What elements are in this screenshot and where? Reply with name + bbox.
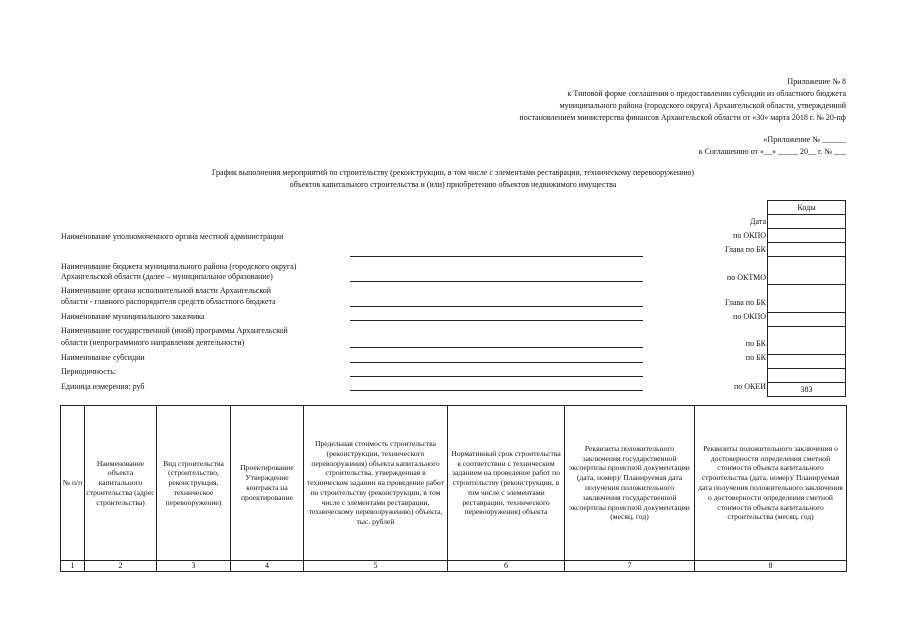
code-glava-2 [768,285,846,313]
budget-name-line-2[interactable] [350,281,643,282]
label-bk-2: по БК [745,353,766,362]
subsidy-line[interactable] [350,362,643,363]
label-bk: по БК [745,339,766,348]
field-subsidy: Наименование субсидии [61,353,145,362]
column-number: 8 [695,561,847,572]
field-authorized-body: Наименование уполномоченного органа местной администрации [61,232,284,241]
agreement-line-2: к Соглашению от «__» _____ 20__ г. № ___ [698,147,846,156]
field-budget-name-1: Наименование бюджета муниципального района (городского округа) [61,262,297,271]
periodicity-line[interactable] [350,376,643,377]
header-max-cost: Предельная стоимость строительства (реконструкции, технического перевооружения) объекта капитального строительства, утвержденная в техническом задании на проведение работ по строительству (реконструкции, в том числе с элементами реставрации, техническому перевооружению) объекта, тыс. рублей [304,406,448,561]
label-okpo: по ОКПО [733,231,766,240]
code-bk [768,327,846,355]
code-okpo-2 [768,313,846,327]
budget-name-line[interactable] [350,256,643,257]
code-oktmo [768,257,846,285]
header-cost-reliability: Реквизиты положительного заключения о достоверности определения сметной стоимости объекта капитального строительства (дата, номер)/ Планируемая дата получения положительного заключения о достоверности определения сметной стоимости объекта капитального строительства (месяц, год) [695,406,847,561]
code-date [768,215,846,229]
label-date: Дата [750,217,766,226]
column-number: 7 [565,561,695,572]
appendix-line-2: муниципального района (городского округа) Архангельской области, утвержденной [559,101,846,110]
code-glava [768,243,846,257]
codes-header: Коды [768,201,846,215]
code-bk-2 [768,355,846,369]
code-periodicity [768,369,846,383]
schedule-heading-line-1: График выполнения мероприятий по строительству (реконструкции, в том числе с элементами реставрации, техническому перевооружению) [211,168,695,177]
field-unit: Единица измерения: руб [61,382,145,391]
code-okei: 383 [768,383,846,397]
field-program-2: области (непрограммного направления деятельности) [61,338,245,347]
schedule-heading-line-2: объектов капитального строительства и (или) приобретению объектов недвижимого имущества [289,180,617,189]
header-construction-type: Вид строительства (строительство, реконструкция, техническое перевооружение) [157,406,231,561]
column-number: 2 [85,561,157,572]
column-number: 3 [157,561,231,572]
schedule-table [60,405,847,572]
header-number: № п/п [61,406,85,561]
field-executive-body-1: Наименование органа исполнительной власти Архангельской [61,286,272,295]
label-okei: по ОКЕИ [733,382,766,391]
program-line[interactable] [350,347,643,348]
label-okpo-2: по ОКПО [733,312,766,321]
column-number: 1 [61,561,85,572]
header-state-expertise: Реквизиты положительного заключения государственной экспертизы проектной документации (дата, номер)/ Планируемая дата получения положительного заключения государственной экспертизы проектной документации (месяц, год) [565,406,695,561]
field-periodicity: Периодичность: [61,367,117,376]
label-oktmo: по ОКТМО [726,273,766,282]
label-glava-bk: Глава по БК [725,245,766,254]
column-number: 4 [231,561,304,572]
header-normative-term: Нормативный срок строительства в соответствии с техническим заданием на проведение работ по строительству (реконструкции, в том числе с элементами реставрации, технического перевооружения) объекта [448,406,565,561]
label-glava-bk-2: Глава по БК [725,298,766,307]
appendix-title: Приложение № 8 [787,77,846,86]
header-object-name: Наименование объекта капитального строительства (адрес строительства) [85,406,157,561]
unit-line[interactable] [350,390,643,391]
code-okpo [768,229,846,243]
appendix-line-3: постановлением министерства финансов Архангельской области от «30» марта 2018 г. № 20-пф [519,113,846,122]
agreement-line-1: «Приложение № ______ [763,135,846,144]
field-budget-name-2: Архангельской области (далее – муниципальное образование) [61,272,273,281]
field-municipal-customer: Наименование муниципального заказчика [61,312,205,321]
municipal-customer-line[interactable] [350,320,643,321]
column-number: 6 [448,561,565,572]
appendix-line-1: к Типовой форме соглашения о предоставлении субсидии из областного бюджета [567,89,846,98]
codes-table [767,200,846,397]
field-executive-body-2: области - главного распорядителя средств областного бюджета [61,297,276,306]
field-program-1: Наименование государственной (иной) программы Архангельской [61,326,288,335]
executive-body-line[interactable] [350,306,643,307]
header-design: Проектирование Утверждение контракта на проектирование [231,406,304,561]
column-number: 5 [304,561,448,572]
